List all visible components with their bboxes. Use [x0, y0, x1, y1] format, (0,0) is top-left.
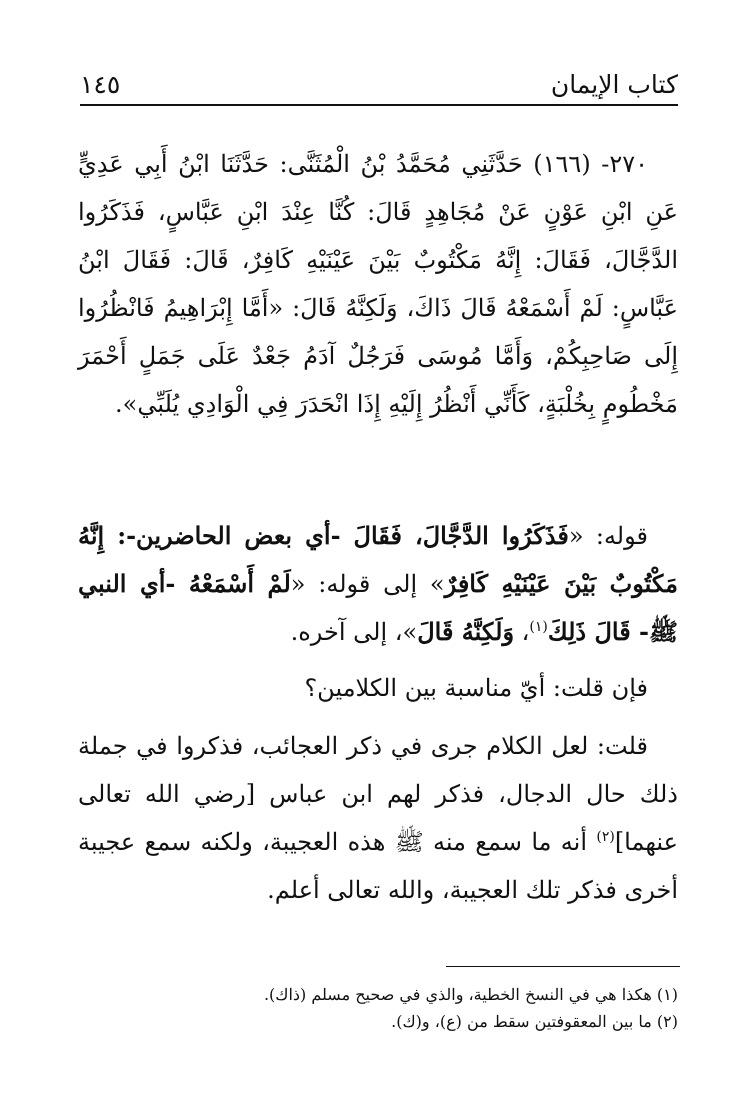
chapter-title: كتاب الإيمان: [550, 70, 678, 99]
answer-text-2: أنه ما سمع منه ﷺ هذه العجيبة، ولكنه سمع عجيبة أخرى فذكر تلك العجيبة، والله تعالى أعلم.: [78, 828, 678, 904]
quote-connector: » إلى قوله: «: [290, 570, 445, 598]
quote-ending: »، إلى آخره.: [290, 618, 418, 646]
quote-intro: قوله: «: [568, 522, 648, 550]
quoted-hadith-part-1: فَذَكَرُوا الدَّجَّالَ، فَقَالَ -أي بعض الحاضرين-: إِنَّهُ مَكْتُوبٌ بَيْنَ عَيْنَيْهِ كَافِرٌ: [78, 521, 678, 598]
commentary-paragraph-1: [78, 512, 678, 656]
footnote-ref-2: (٢): [596, 829, 615, 845]
hadith-text: ٢٧٠- (١٦٦) حَدَّثَنِي مُحَمَّدُ بْنُ الْمُثَنَّى: حَدَّثَنَا ابْنُ أَبِي عَدِيٍّ عَنِ ابْنِ عَوْنٍ عَنْ مُجَاهِدٍ قَالَ: كُنَّا عِنْدَ ابْنِ عَبَّاسٍ، فَذَكَرُوا الدَّجَّالَ، فَقَالَ: إِنَّهُ مَكْتُوبٌ بَيْنَ عَيْنَيْهِ كَافِرٌ، قَالَ: فَقَالَ ابْنُ عَبَّاسٍ: لَمْ أَسْمَعْهُ قَالَ ذَاكَ، وَلَكِنَّهُ قَالَ: «أَمَّا إِبْرَاهِيمُ فَانْظُرُوا إِلَى صَاحِبِكُمْ، وَأَمَّا مُوسَى فَرَجُلٌ آدَمُ جَعْدٌ عَلَى جَمَلٍ أَحْمَرَ مَخْطُومٍ بِخُلْبَةٍ، كَأَنِّي أَنْظُرُ إِلَيْهِ إِذَا انْحَدَرَ فِي الْوَادِي يُلَبِّي».: [78, 150, 678, 418]
page-number: ١٤٥: [80, 70, 121, 99]
header-rule: [80, 104, 678, 106]
answer-block: [78, 722, 678, 914]
footnote-1: (١) هكذا هي في النسخ الخطية، والذي في صحيح مسلم (ذاك).: [263, 985, 678, 1004]
commentary-block: [78, 512, 678, 656]
footnote-2: (٢) ما بين المعقوفتين سقط من (ع)، و(ك).: [391, 1012, 678, 1031]
footnotes: [78, 981, 678, 1035]
page-header: [80, 62, 678, 106]
quoted-hadith-part-3: وَلَكِنَّهُ قَالَ: [417, 617, 515, 646]
quoted-hadith-part-2: لَمْ أَسْمَعْهُ -أي النبي ﷺ- قَالَ ذَلِكَ: [78, 569, 678, 646]
answer-text-1: قلت: لعل الكلام جرى في ذكر العجائب، فذكروا في جملة ذلك حال الدجال، فذكر لهم ابن عباس [رضي الله تعالى عنهما]: [78, 732, 678, 856]
commentary-question: فإن قلت: أيّ مناسبة بين الكلامين؟: [304, 674, 648, 702]
footnote-ref-1: (١): [529, 619, 548, 635]
question-block: [78, 664, 678, 712]
commentary-answer: [78, 722, 678, 914]
comma-separator: ،: [514, 618, 530, 646]
footnote-separator: [446, 966, 680, 967]
hadith-block: [78, 140, 678, 428]
